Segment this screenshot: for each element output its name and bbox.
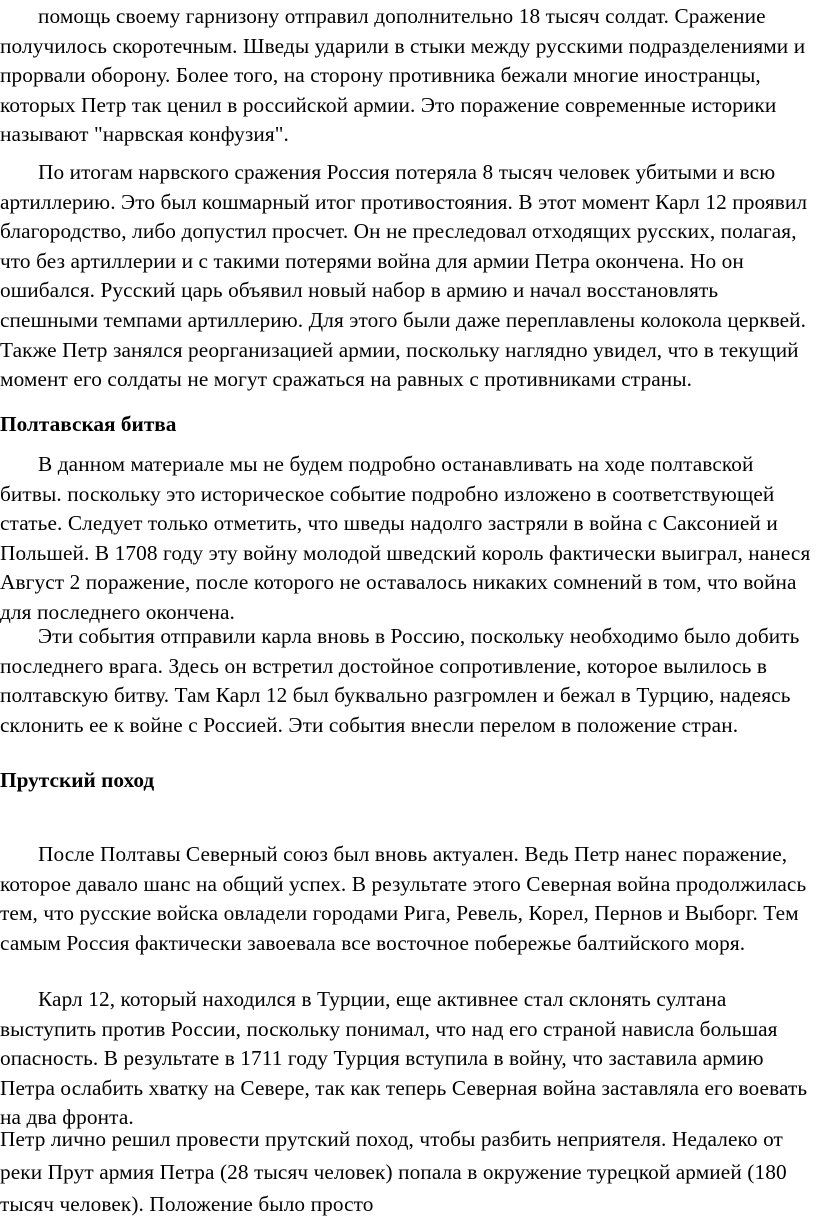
paragraph-narva-defeat: помощь своему гарнизону отправил дополнительно 18 тысяч солдат. Сражение получилось скоротечным. Шведы ударили в стыки между русскими подразделениями и прорвали оборону. Более того, на сторону противника бежали многие иностранцы, которых Петр так ценил в российской армии. Это поражение современные историки называют "нарвская конфузия". bbox=[0, 4, 806, 147]
heading-prut-campaign: Прутский поход bbox=[0, 768, 155, 792]
paragraph-narva-results: По итогам нарвского сражения Россия потеряла 8 тысяч человек убитыми и всю артиллерию. Это был кошмарный итог противостояния. В этот момент Карл 12 проявил благородство, либо допустил просчет. Он не преследовал отходящих русских, полагая, что без артиллерии и с такими потерями война для армии Петра окончена. Но он ошибался. Русский царь объявил новый набор в армию и начал восстановлять спешными темпами артиллерию. Для этого были даже переплавлены колокола церквей. Также Петр занялся реорганизацией армии, поскольку наглядно увидел, что в текущий момент его солдаты не могут сражаться на равных с противниками страны. bbox=[0, 160, 808, 392]
paragraph-after-poltava: После Полтавы Северный союз был вновь актуален. Ведь Петр нанес поражение, которое давало шанс на общий успех. В результате этого Северная война продолжилась тем, что русские войска овладели городами Рига, Ревель, Корел, Пернов и Выборг. Тем самым Россия фактически завоевала все восточное побережье балтийского моря. bbox=[0, 842, 807, 955]
paragraph-turkey-war: Карл 12, который находился в Турции, еще активнее стал склонять султана выступить против России, поскольку понимал, что над его страной нависла большая опасность. В результате в 1711 году Турция вступила в войну, что заставила армию Петра ослабить хватку на Севере, так как теперь Северная война заставляла его воевать на два фронта. bbox=[0, 987, 808, 1130]
heading-poltava-battle: Полтавская битва bbox=[0, 412, 177, 436]
paragraph-prut-campaign: Петр лично решил провести прутский поход, чтобы разбить неприятеля. Недалеко от реки Прут армия Петра (28 тысяч человек) попала в окружение турецкой армией (180 тысяч человек). Положение было просто bbox=[0, 1127, 787, 1216]
paragraph-poltava-events: Эти события отправили карла вновь в Россию, поскольку необходимо было добить последнего врага. Здесь он встретил достойное сопротивление, которое вылилось в полтавскую битву. Там Карл 12 был буквально разгромлен и бежал в Турцию, надеясь склонить ее к войне с Россией. Эти события внесли перелом в положение стран. bbox=[0, 624, 800, 737]
paragraph-poltava-intro: В данном материале мы не будем подробно останавливать на ходе полтавской битвы. поскольку это историческое событие подробно изложено в соответствующей статье. Следует только отметить, что шведы надолго застряли в война с Саксонией и Польшей. В 1708 году эту войну молодой шведский король фактически выиграл, нанеся Август 2 поражение, после которого не оставалось никаких сомнений в том, что война для последнего окончена. bbox=[0, 452, 811, 624]
